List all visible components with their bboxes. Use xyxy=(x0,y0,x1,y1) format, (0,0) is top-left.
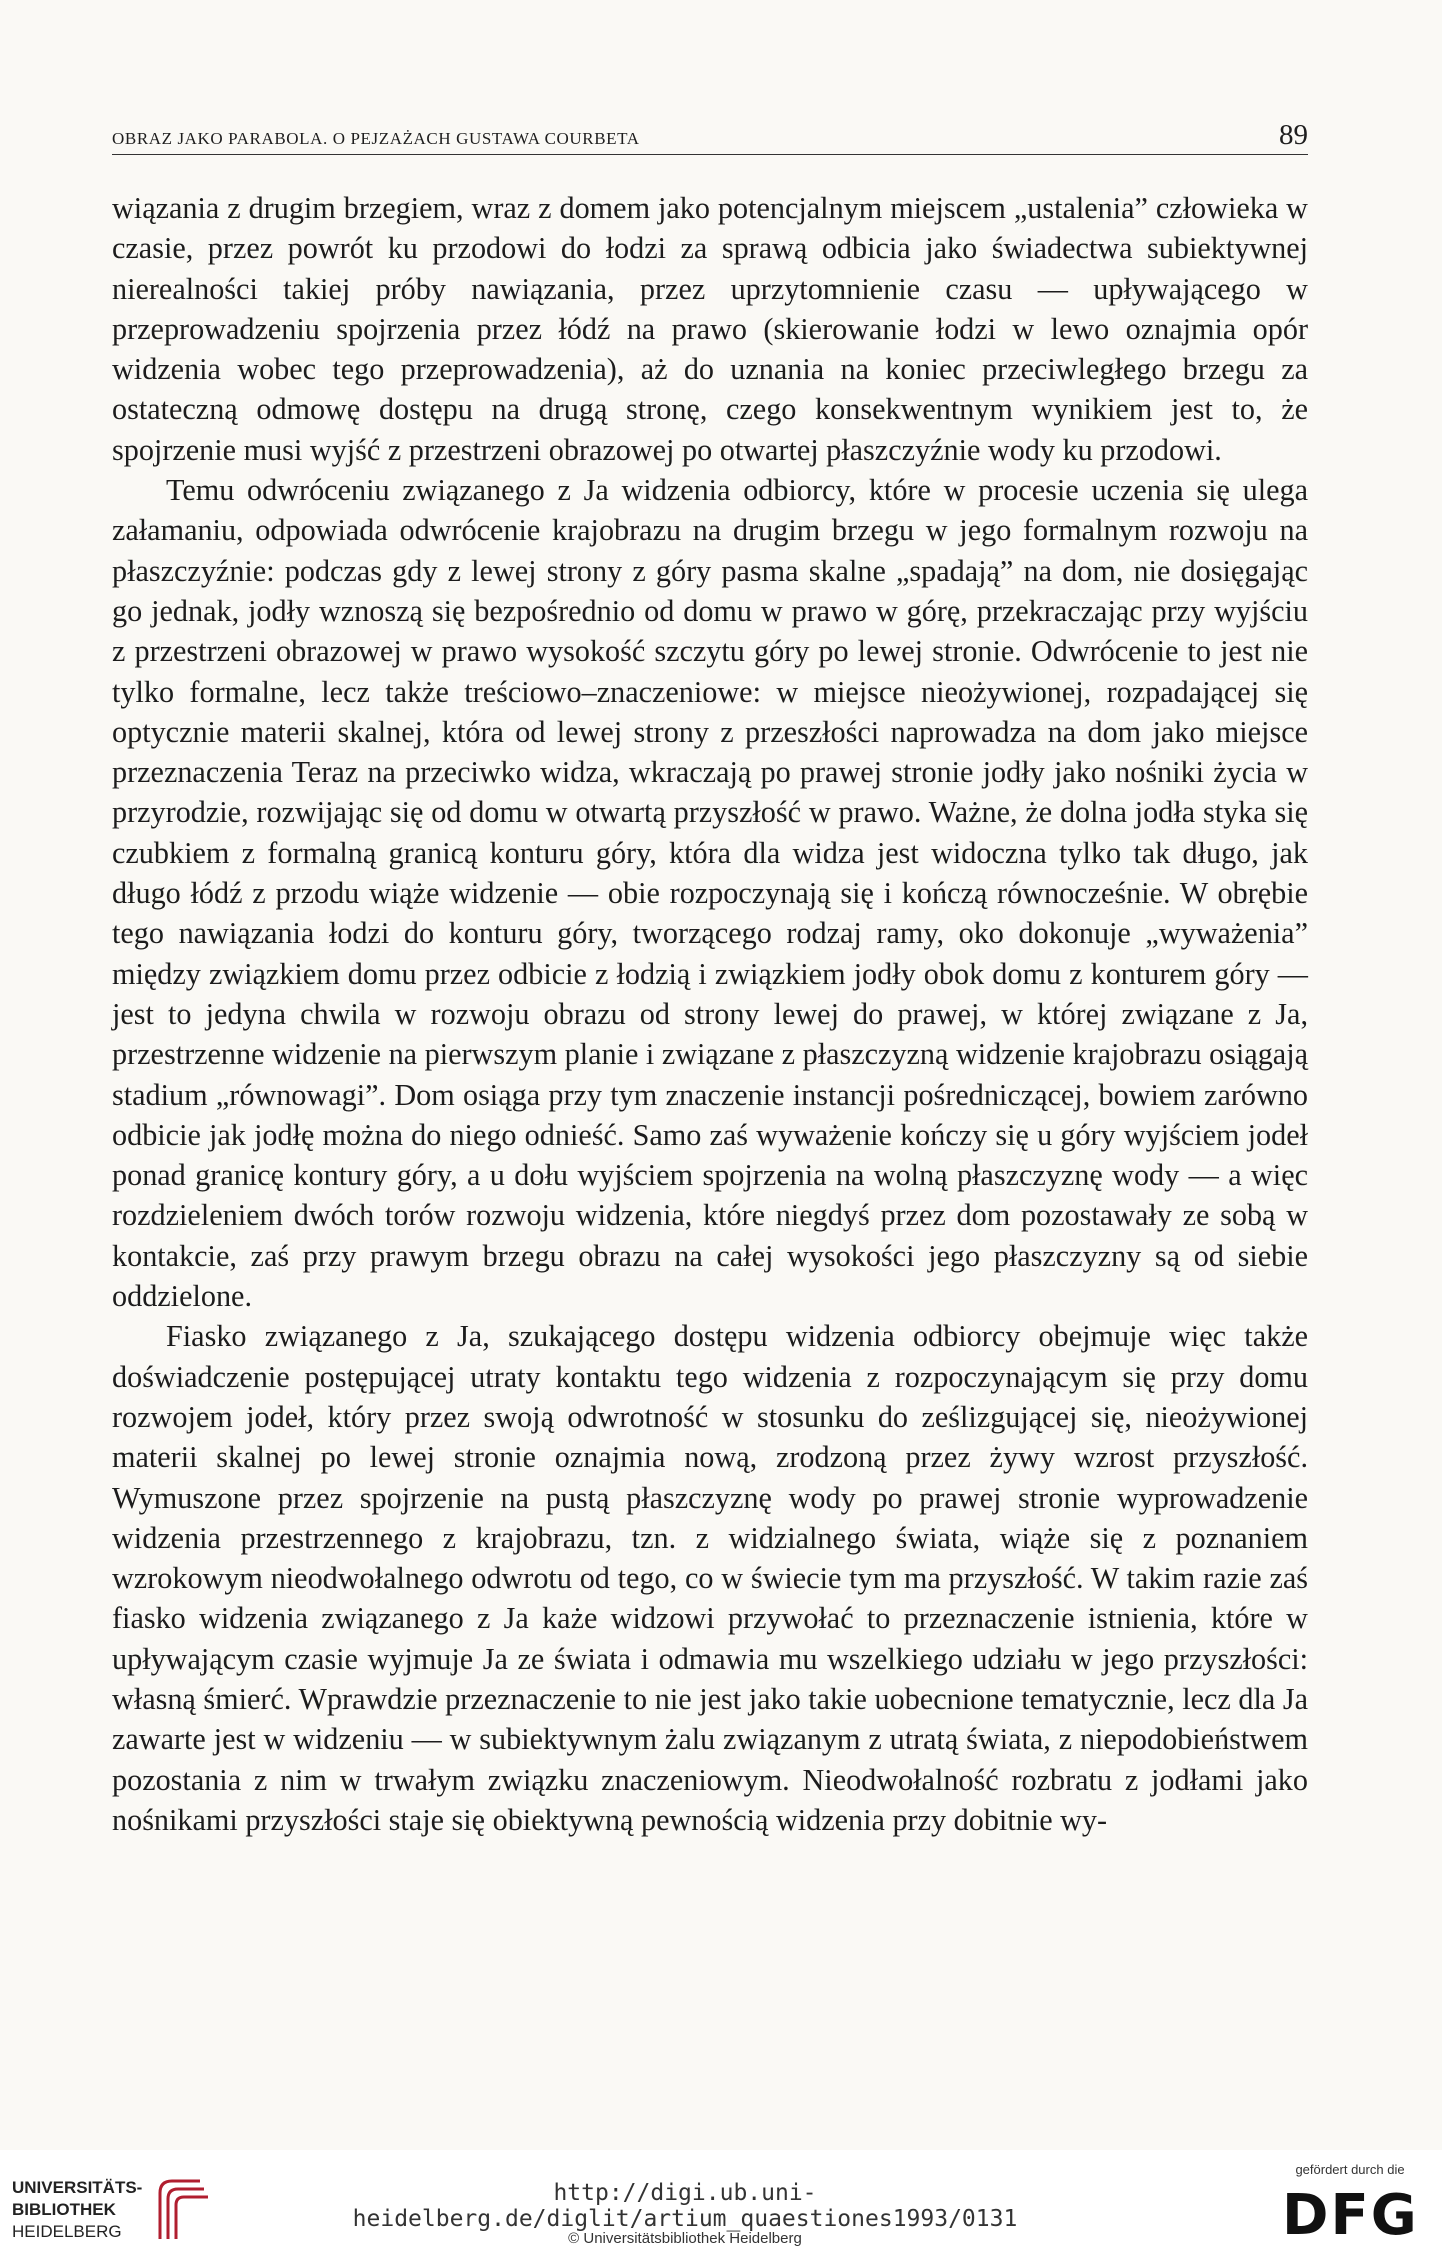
body-text xyxy=(112,188,1308,1840)
paragraph-3: Fiasko związanego z Ja, szukającego dostępu widzenia odbiorcy obejmuje więc także doświadczenie postępującej utraty kontaktu tego widzenia z rozpoczynającym się przy domu rozwojem jodeł, który przez swoją odwrotność w stosunku do ześlizgującej się, nieożywionej materii skalnej po lewej stronie oznajmia nową, zrodzoną przez żywy wzrost przyszłość. Wymuszone przez spojrzenie na pustą płaszczyznę wody po prawej stronie wyprowadzenie widzenia przestrzennego z krajobrazu, tzn. z widzialnego świata, wiąże się z poznaniem wzrokowym nieodwołalnego odwrotu od tego, co w świecie tym ma przyszłość. W takim razie zaś fiasko widzenia związanego z Ja każe widzowi przywołać to przeznaczenie istnienia, które w upływającym czasie wyjmuje Ja ze świata i odmawia mu wszelkiego udziału w jego przyszłości: własną śmierć. Wprawdzie przeznaczenie to nie jest jako takie uobecnione tematycznie, lecz dla Ja zawarte jest w widzeniu — w subiektywnym żalu związanym z utratą świata, z niepodobieństwem pozostania z nim w trwałym związku znaczeniowym. Nieodwołalność rozbratu z jodłami jako nośnikami przyszłości staje się obiektywną pewnością widzenia przy dobitnie wy- xyxy=(112,1319,1308,1837)
paragraph-1: wiązania z drugim brzegiem, wraz z domem jako potencjalnym miejscem „ustalenia” człowieka w czasie, przez powrót ku przodowi do łodzi za sprawą odbicia jako świadectwa subiektywnej nierealności takiej próby nawiązania, przez uprzytomnienie czasu — upływającego w przeprowadzeniu spojrzenia przez łódź na prawo (skierowanie łodzi w lewo oznajmia opór widzenia wobec tego przeprowadzenia), aż do uznania na koniec przeciwległego brzegu za ostateczną odmowę dostępu na drugą stronę, czego konsekwentnym wynikiem jest to, że spojrzenie musi wyjść z przestrzeni obrazowej po otwartej płaszczyźnie wody ku przodowi. xyxy=(112,191,1308,467)
page-number: 89 xyxy=(1279,119,1308,151)
paragraph-2: Temu odwróceniu związanego z Ja widzenia odbiorcy, które w procesie uczenia się ulega załamaniu, odpowiada odwrócenie krajobrazu na drugim brzegu w jego formalnym rozwoju na płaszczyźnie: podczas gdy z lewej strony z góry pasma skalne „spadają” na dom, nie dosięgając go jednak, jodły wznoszą się bezpośrednio od domu w prawo w górę, przekraczając przy wyjściu z przestrzeni obrazowej w prawo wysokość szczytu góry po lewej stronie. Odwrócenie to jest nie tylko formalne, lecz także treściowo–znaczeniowe: w miejsce nieożywionej, rozpadającej się optycznie materii skalnej, która od lewej strony z przeszłości naprowadza na dom jako miejsce przeznaczenia Teraz na przeciwko widza, wkraczają po prawej stronie jodły jako nośniki życia w przyrodzie, rozwijając się od domu w otwartą przyszłość w prawo. Ważne, że dolna jodła styka się czubkiem z formalną granicą konturu góry, która dla widza jest widoczna tylko tak długo, jak długo łódź z przodu wiąże widzenie — obie rozpoczynają się i kończą równocześnie. W obrębie tego nawiązania łodzi do konturu góry, tworzącego rodzaj ramy, oko dokonuje „wyważenia” między związkiem domu przez odbicie z łodzią i związkiem jodły obok domu z konturem góry — jest to jedyna chwila w rozwoju obrazu od strony lewej do prawej, w której związane z Ja, przestrzenne widzenie na pierwszym planie i związane z płaszczyzną widzenie krajobrazu osiągają stadium „równowagi”. Dom osiąga przy tym znaczenie instancji pośredniczącej, bowiem zarówno odbicie jak jodłę można do niego odnieść. Samo zaś wyważenie kończy się u góry wyjściem jodeł ponad granicę kontury góry, a u dołu wyjściem spojrzenia na wolną płaszczyznę wody — a więc rozdzieleniem dwóch torów rozwoju widzenia, które niegdyś przez dom pozostawały ze sobą w kontakcie, zaś przy prawym brzegu obrazu na całej wysokości jego płaszczyzny są od siebie oddzielone. xyxy=(112,473,1308,1314)
library-name xyxy=(12,2177,142,2243)
footer-bar xyxy=(0,2150,1442,2263)
copyright-note: © Universitätsbibliothek Heidelberg xyxy=(568,2230,802,2247)
running-head xyxy=(112,118,1308,155)
library-logo[interactable] xyxy=(12,2165,227,2247)
library-mark-icon xyxy=(152,2171,212,2243)
library-name-line1: UNIVERSITÄTS- xyxy=(12,2178,143,2197)
library-name-line2: BIBLIOTHEK xyxy=(12,2200,116,2219)
running-title: OBRAZ JAKO PARABOLA. O PEJZAŻACH GUSTAWA COURBETA xyxy=(112,129,640,148)
dfg-logo[interactable] xyxy=(1270,2162,1430,2252)
library-name-line3: HEIDELBERG xyxy=(12,2222,122,2241)
dfg-logo-text: DFG xyxy=(1282,2183,1419,2248)
funding-caption: gefördert durch die xyxy=(1295,2162,1405,2177)
permalink[interactable]: http://digi.ub.uni-heidelberg.de/diglit/artium_quaestiones1993/0131 xyxy=(352,2180,1018,2232)
